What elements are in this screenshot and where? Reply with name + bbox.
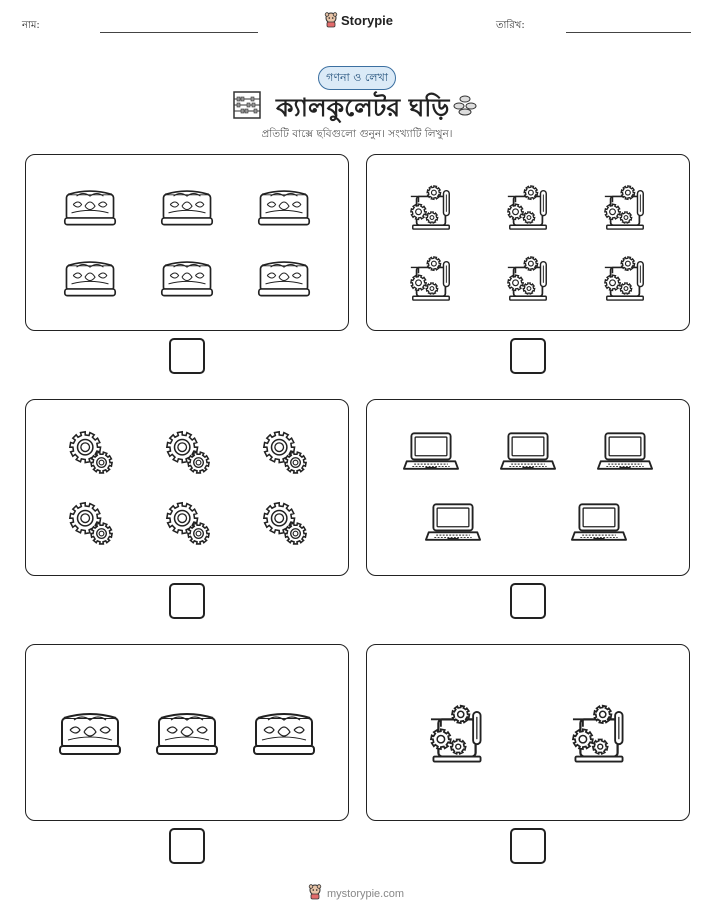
brand-logo <box>324 12 393 28</box>
steampunk-machine-icon <box>407 254 455 302</box>
name-label: নাম: <box>22 20 40 31</box>
answer-box-5[interactable] <box>169 828 205 864</box>
steampunk-machine-icon <box>601 183 649 231</box>
steampunk-machine-icon <box>407 183 455 231</box>
laptop-icon <box>500 431 556 473</box>
counting-box-2 <box>366 154 690 331</box>
treasure-chest-icon <box>251 708 317 758</box>
gears-icon <box>66 499 114 547</box>
treasure-chest-icon <box>257 257 311 299</box>
counting-box-3 <box>25 399 349 576</box>
counting-box-1 <box>25 154 349 331</box>
answer-box-2[interactable] <box>510 338 546 374</box>
date-label: তারিখ: <box>496 20 525 31</box>
answer-box-3[interactable] <box>169 583 205 619</box>
coins-icon <box>452 93 478 121</box>
brand-name: Storypie <box>341 12 394 28</box>
footer-url: mystorypie.com <box>327 888 405 900</box>
date-field[interactable] <box>566 32 691 33</box>
mascot-icon <box>308 884 322 904</box>
gears-icon <box>260 428 308 476</box>
steampunk-machine-icon <box>568 702 630 764</box>
mascot-icon <box>324 12 338 28</box>
steampunk-machine-icon <box>601 254 649 302</box>
treasure-chest-icon <box>57 708 123 758</box>
name-field[interactable] <box>100 32 258 33</box>
treasure-chest-icon <box>257 186 311 228</box>
counting-box-6 <box>366 644 690 821</box>
treasure-chest-icon <box>63 186 117 228</box>
instructions: প্রতিটি বাক্সে ছবিগুলো গুনুন। সংখ্যাটি লিখুন। <box>261 128 453 140</box>
answer-box-6[interactable] <box>510 828 546 864</box>
steampunk-machine-icon <box>426 702 488 764</box>
gears-icon <box>66 428 114 476</box>
steampunk-machine-icon <box>504 183 552 231</box>
answer-box-1[interactable] <box>169 338 205 374</box>
page-title: ক্যালকুলেটর ঘড়ি <box>276 93 450 122</box>
footer <box>308 884 404 904</box>
gears-icon <box>260 499 308 547</box>
abacus-icon <box>232 90 262 124</box>
treasure-chest-icon <box>63 257 117 299</box>
answer-box-4[interactable] <box>510 583 546 619</box>
laptop-icon <box>403 431 459 473</box>
laptop-icon <box>425 502 481 544</box>
gears-icon <box>163 428 211 476</box>
treasure-chest-icon <box>154 708 220 758</box>
counting-box-4 <box>366 399 690 576</box>
treasure-chest-icon <box>160 257 214 299</box>
gears-icon <box>163 499 211 547</box>
laptop-icon <box>571 502 627 544</box>
category-tag: গণনা ও লেখা <box>318 66 396 90</box>
laptop-icon <box>597 431 653 473</box>
treasure-chest-icon <box>160 186 214 228</box>
steampunk-machine-icon <box>504 254 552 302</box>
